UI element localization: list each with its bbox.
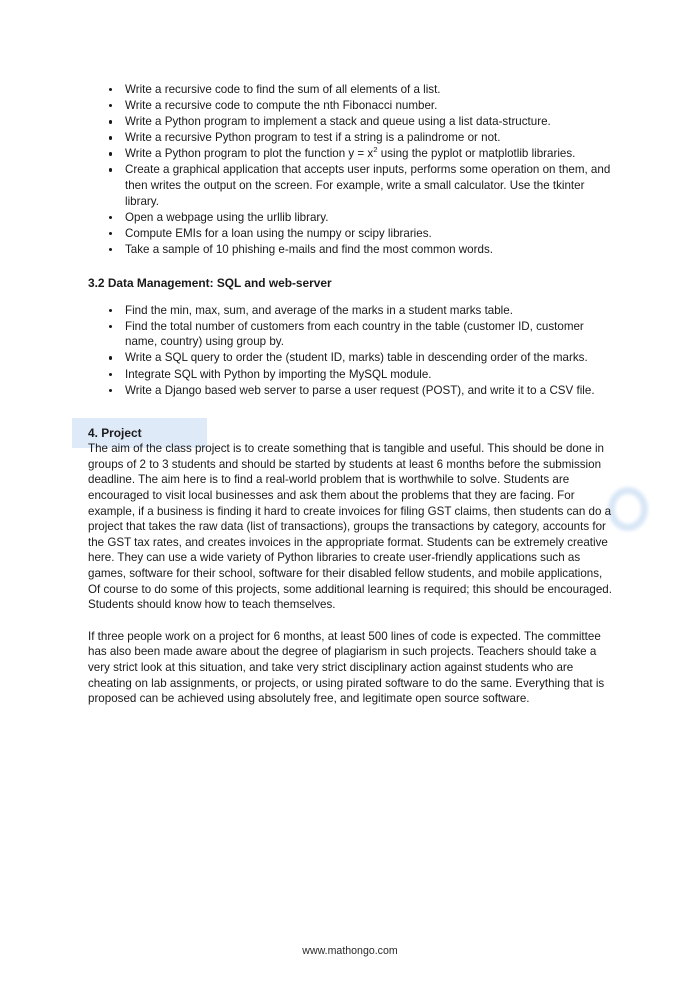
list-item: Find the total number of customers from each country in the table (customer ID, customer name, country) using group by. [88,319,616,350]
list-item: Open a webpage using the urllib library. [88,210,616,226]
exponent: 2 [373,145,378,155]
section-heading-project: 4. Project [88,425,142,440]
data-management-exercises-list [88,303,616,399]
section-heading-data-management: 3.2 Data Management: SQL and web-server [88,276,332,291]
list-item: Find the min, max, sum, and average of the marks in a student marks table. [88,303,616,319]
list-item: Write a Django based web server to parse a user request (POST), and write it to a CSV file. [88,383,616,399]
list-item: Write a recursive Python program to test if a string is a palindrome or not. [88,130,616,146]
list-item: Write a Python program to implement a stack and queue using a list data-structure. [88,114,616,130]
page-footer: www.mathongo.com [302,945,398,957]
list-item: Write a recursive code to find the sum of all elements of a list. [88,82,616,98]
list-item-plot-function [88,146,616,162]
list-item: Take a sample of 10 phishing e-mails and find the most common words. [88,242,616,258]
project-paragraph-2: If three people work on a project for 6 months, at least 500 lines of code is expected. The committee has also been made aware about the degree of plagiarism in such projects. Teachers should take a very strict look at this situation, and take very strict disciplinary action against students who are cheating on lab assignments, or projects, or using pirated software to do the same. Everything that is proposed can be achieved using absolutely free, and legitimate open source software. [88,629,605,706]
page-content [88,82,616,707]
programming-exercises-list [88,82,616,258]
list-item: Write a recursive code to compute the nth Fibonacci number. [88,98,616,114]
plot-bullet-after: using the pyplot or matplotlib libraries. [377,147,576,161]
list-item: Compute EMIs for a loan using the numpy or scipy libraries. [88,226,616,242]
project-section [88,426,616,613]
list-item: Integrate SQL with Python by importing the MySQL module. [88,367,616,383]
list-item: Write a SQL query to order the (student ID, marks) table in descending order of the marks. [88,350,616,366]
plot-bullet-before: Write a Python program to plot the function y = x [125,147,374,161]
list-item: Create a graphical application that accepts user inputs, performs some operation on them, and then writes the output on the screen. For example, write a small calculator. Use the tkinter library. [88,162,616,209]
spacer [88,258,616,276]
spacer [88,613,616,629]
spacer [88,292,616,303]
project-paragraph-1: The aim of the class project is to create something that is tangible and useful. This should be done in groups of 2 to 3 students and should be started by students at least 6 months before the submission deadline. The aim here is to find a real-world problem that is worthwhile to solve. Students are encouraged to visit local businesses and ask them about the problems that they are facing. For example, if a business is finding it hard to create invoices for filing GST claims, then students can do a project that takes the raw data (list of transactions), groups the transactions by category, accounts for the GST tax rates, and creates invoices in the appropriate format. Students can be extremely creative here. They can use a wide variety of Python libraries to create user-friendly applications such as games, software for their school, software for their disabled fellow students, and mobile applications, Of course to do some of this projects, some additional learning is required; this should be encouraged. Students should know how to teach themselves. [88,442,612,612]
